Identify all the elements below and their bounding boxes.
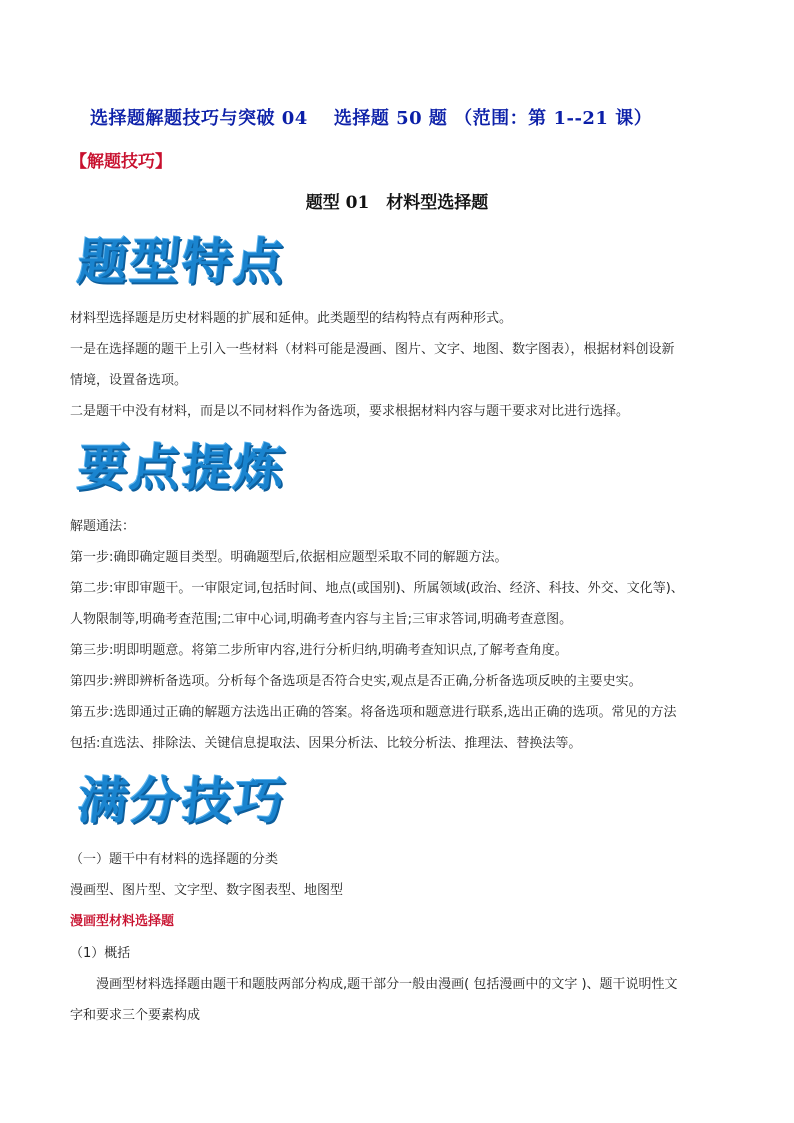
key-points-line: 第一步:确即确定题目类型。明确题型后,依据相应题型采取不同的解题方法。	[70, 550, 508, 565]
tips-label: 【解题技巧】	[70, 152, 172, 172]
key-points-text	[70, 511, 730, 759]
classification-types: 漫画型、图片型、文字型、数字图表型、地图型	[70, 883, 344, 898]
key-points-line: 包括:直选法、排除法、关键信息提取法、因果分析法、比较分析法、推理法、替换法等。	[70, 736, 582, 751]
key-points-line: 人物限制等,明确考查范围;二审中心词,明确考查内容与主旨;三审求答词,明确考查意图。	[70, 612, 573, 627]
cartoon-text	[70, 938, 730, 1031]
key-points-line: 第五步:选即通过正确的解题方法选出正确的答案。将备选项和题意进行联系,选出正确的选项。常见的方法	[70, 705, 677, 720]
classification-line: （一）题干中有材料的选择题的分类	[70, 852, 279, 867]
features-text	[70, 303, 730, 427]
key-points-line: 第三步:明即明题意。将第二步所审内容,进行分析归纳,明确考查知识点,了解考查角度。	[70, 643, 568, 658]
full-score-text	[70, 844, 730, 906]
cartoon-body-line: 漫画型材料选择题由题干和题肢两部分构成,题干部分一般由漫画( 包括漫画中的文字 )、题干说明性文	[96, 977, 678, 992]
banner-question-type-features: 题型特点	[74, 233, 290, 291]
banner-key-points: 要点提炼	[74, 439, 290, 497]
features-line: 二是题干中没有材料，而是以不同材料作为备选项，要求根据材料内容与题干要求对比进行选择。	[70, 404, 630, 419]
key-points-line: 第四步:辨即辨析备选项。分析每个备选项是否符合史实,观点是否正确,分析备选项反映的主要史实。	[70, 674, 642, 689]
features-line: 情境，设置备选项。	[70, 373, 188, 388]
features-line: 一是在选择题的题干上引入一些材料（材料可能是漫画、图片、文字、地图、数字图表），根据材料创设新	[70, 342, 675, 357]
document-title	[90, 104, 730, 130]
features-line: 材料型选择题是历史材料题的扩展和延伸。此类题型的结构特点有两种形式。	[70, 311, 513, 326]
key-points-line: 解题通法：	[70, 519, 136, 534]
cartoon-body-line: 字和要求三个要素构成	[70, 1008, 201, 1023]
cartoon-heading: 漫画型材料选择题	[70, 914, 175, 929]
summary-subheading: （1）概括	[70, 946, 131, 961]
title-part-2: 选择题 50 题 （范围：第 1--21 课）	[333, 108, 653, 129]
section-title: 题型 01 材料型选择题	[305, 193, 489, 213]
title-part-1: 选择题解题技巧与突破 04	[90, 108, 308, 129]
key-points-line: 第二步:审即审题干。一审限定词,包括时间、地点(或国别)、所属领域(政治、经济、科技、外交、文化等)、	[70, 581, 684, 596]
banner-full-score-tips: 满分技巧	[74, 772, 290, 830]
